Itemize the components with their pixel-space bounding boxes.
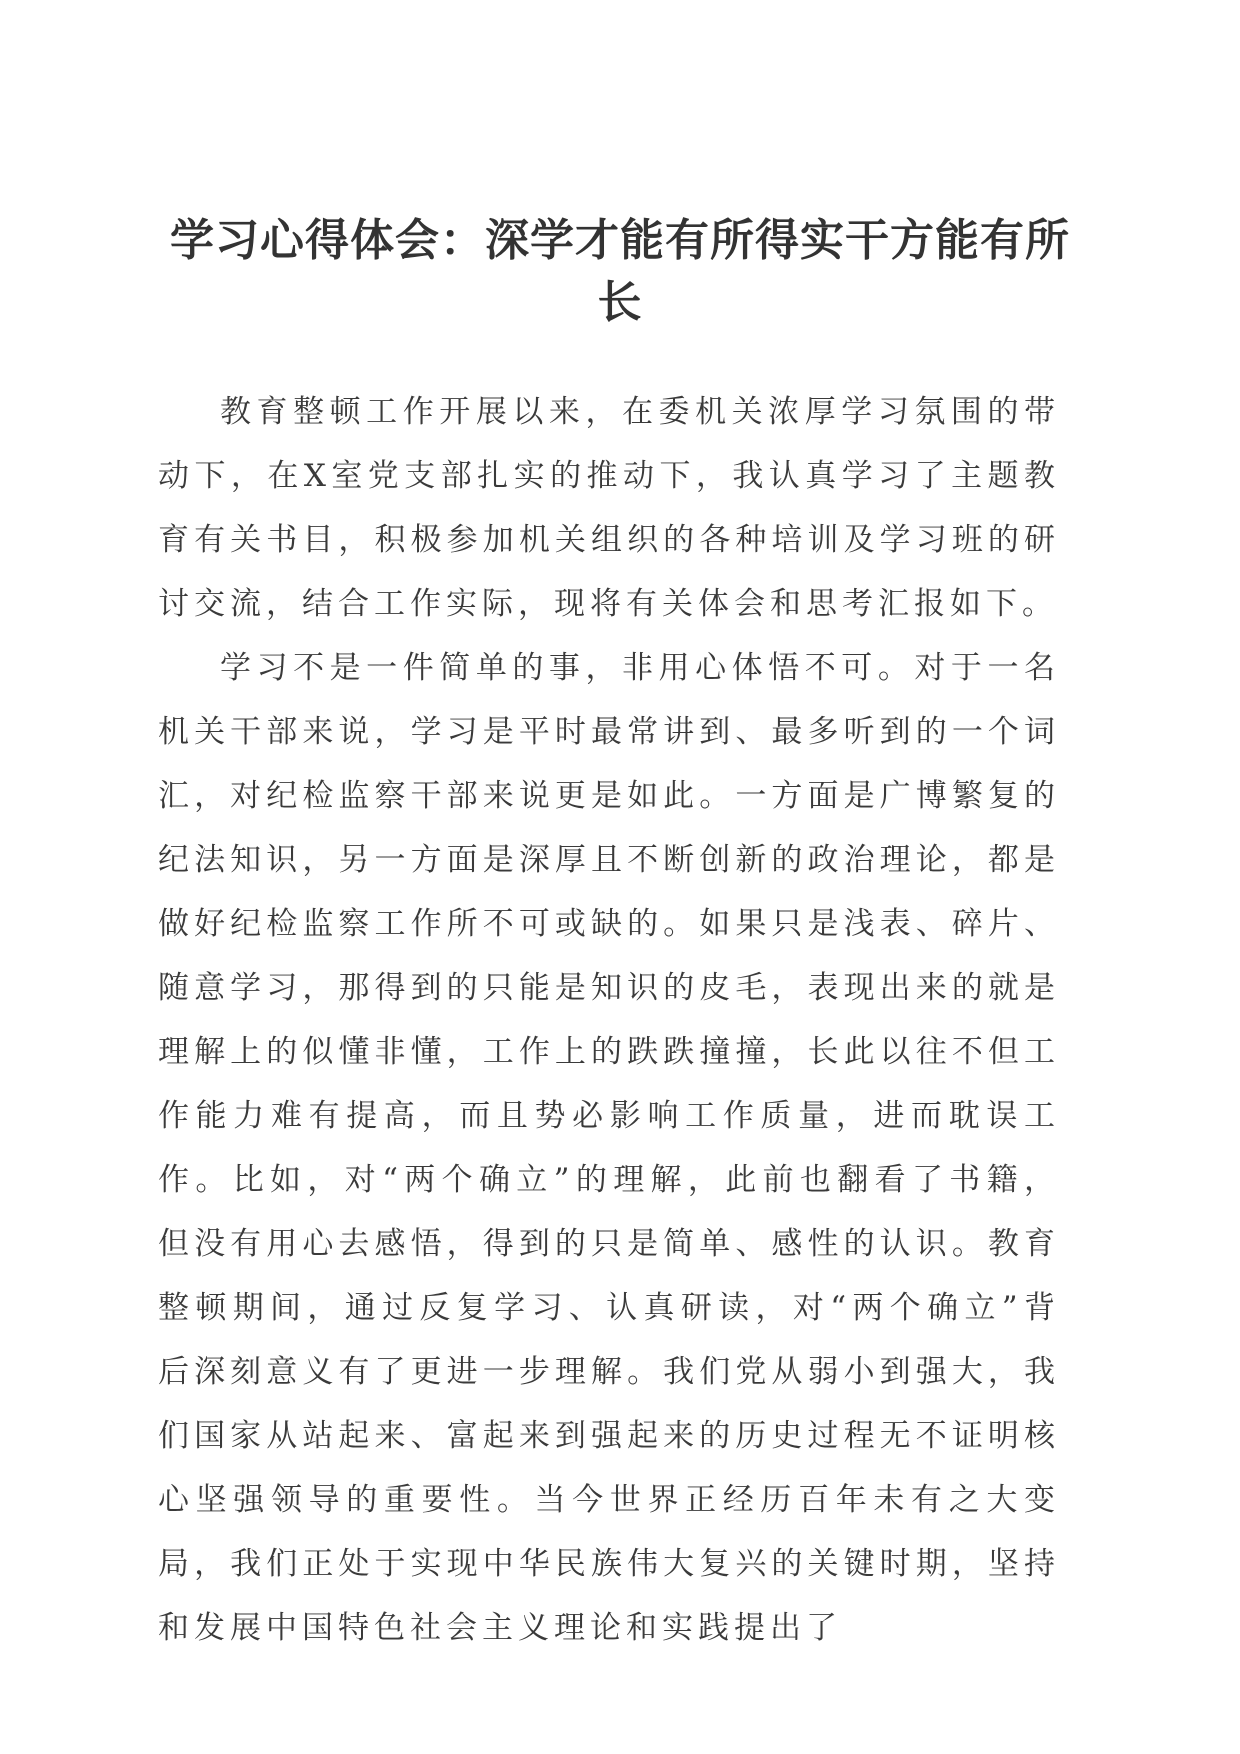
paragraph-intro: 教育整顿工作开展以来，在委机关浓厚学习氛围的带动下，在X室党支部扎实的推动下，我认真学习了主题教育有关书目，积极参加机关组织的各种培训及学习班的研讨交流，结合工作实际，现将有关体会和思考汇报如下。 [158,394,1060,622]
paragraph-learning: 学习不是一件简单的事，非用心体悟不可。对于一名机关干部来说，学习是平时最常讲到、最多听到的一个词汇，对纪检监察干部来说更是如此。一方面是广博繁复的纪法知识，另一方面是深厚且不断创新的政治理论，都是做好纪检监察工作所不可或缺的。如果只是浅表、碎片、随意学习，那得到的只能是知识的皮毛，表现出来的就是理解上的似懂非懂，工作上的跌跌撞撞，长此以往不但工作能力难有提高，而且势必影响工作质量，进而耽误工作。比如，对“两个确立”的理解，此前也翻看了书籍，但没有用心去感悟，得到的只是简单、感性的认识。教育整顿期间，通过反复学习、认真研读，对“两个确立”背后深刻意义有了更进一步理解。我们党从弱小到强大，我们国家从站起来、富起来到强起来的历史过程无不证明核心坚强领导的重要性。当今世界正经历百年未有之大变局，我们正处于实现中华民族伟大复兴的关键时期，坚持和发展中国特色社会主义理论和实践提出了 [158,650,1060,1646]
document-title: 学习心得体会：深学才能有所得实干方能有所长 [170,215,1070,328]
document-body [158,380,1060,1660]
